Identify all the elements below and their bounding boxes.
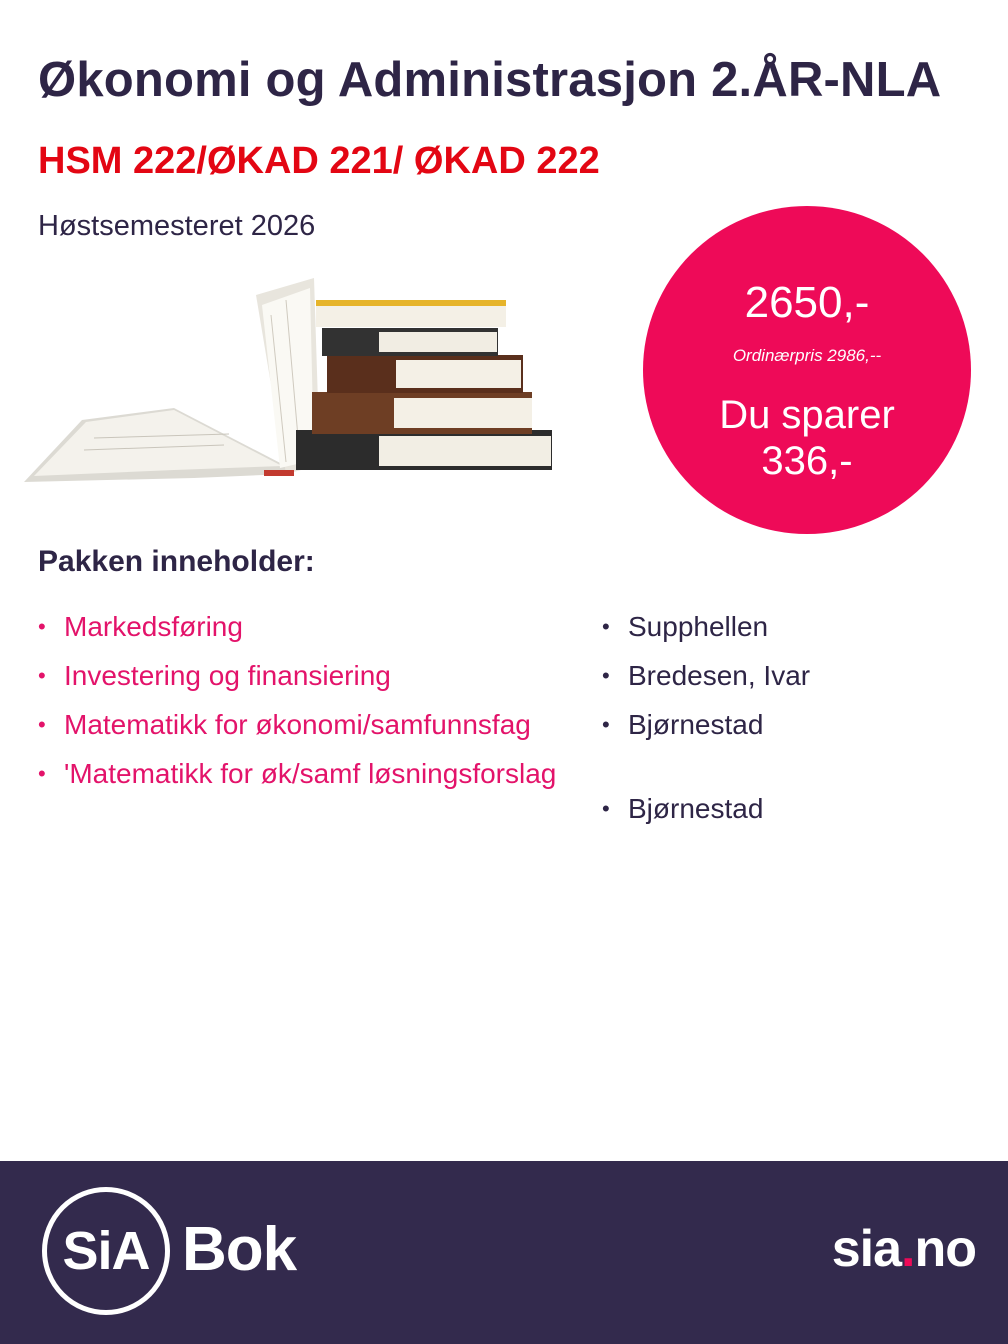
footer-bar: [0, 1161, 1008, 1344]
list-item: [602, 708, 982, 742]
book-author: Bjørnestad: [628, 793, 764, 824]
savings-label: Du sparer: [719, 393, 895, 437]
page-title: Økonomi og Administrasjon 2.ÅR-NLA: [38, 53, 942, 107]
package-price: 2650,-: [744, 278, 870, 327]
bullet-icon: •: [38, 761, 46, 786]
site-link[interactable]: [832, 1219, 976, 1279]
book-title: Markedsføring: [64, 611, 243, 642]
bullet-icon: •: [602, 712, 610, 737]
price-badge: [643, 206, 971, 534]
book-stack-icon: [24, 270, 564, 495]
book-title: Investering og finansiering: [64, 660, 391, 691]
site-tld: no: [914, 1220, 976, 1278]
semester-label: Høstsemesteret 2026: [38, 210, 316, 242]
book-title: 'Matematikk for øk/samf løsningsforslag: [64, 758, 557, 789]
book-title: Matematikk for økonomi/samfunnsfag: [64, 709, 531, 740]
bullet-icon: •: [602, 614, 610, 639]
bullet-icon: •: [38, 614, 46, 639]
book-author: Bredesen, Ivar: [628, 660, 811, 691]
savings-text: [643, 392, 971, 484]
list-item: [602, 610, 982, 644]
sia-logo-icon: [42, 1187, 170, 1315]
bullet-icon: •: [602, 796, 610, 821]
list-item: [38, 610, 578, 644]
book-title-list: [38, 610, 578, 806]
list-item: [38, 659, 578, 693]
bullet-icon: •: [38, 712, 46, 737]
list-item: [602, 792, 982, 826]
book-author: Bjørnestad: [628, 709, 764, 740]
ordinary-price: Ordinærpris 2986,--: [732, 346, 882, 365]
course-codes: HSM 222/ØKAD 221/ ØKAD 222: [38, 140, 600, 182]
list-item: [38, 708, 578, 742]
author-list: [602, 610, 982, 841]
bullet-icon: •: [602, 663, 610, 688]
bullet-icon: •: [38, 663, 46, 688]
site-dot: .: [901, 1220, 915, 1278]
list-item: [602, 659, 982, 693]
list-item: [38, 757, 578, 791]
logo-mark: SiA: [62, 1221, 150, 1281]
savings-amount: 336,-: [761, 439, 853, 483]
contents-heading: Pakken inneholder:: [38, 545, 315, 578]
logo-word: Bok: [182, 1215, 297, 1284]
site-name: sia: [831, 1220, 902, 1278]
book-author: Supphellen: [628, 611, 769, 642]
